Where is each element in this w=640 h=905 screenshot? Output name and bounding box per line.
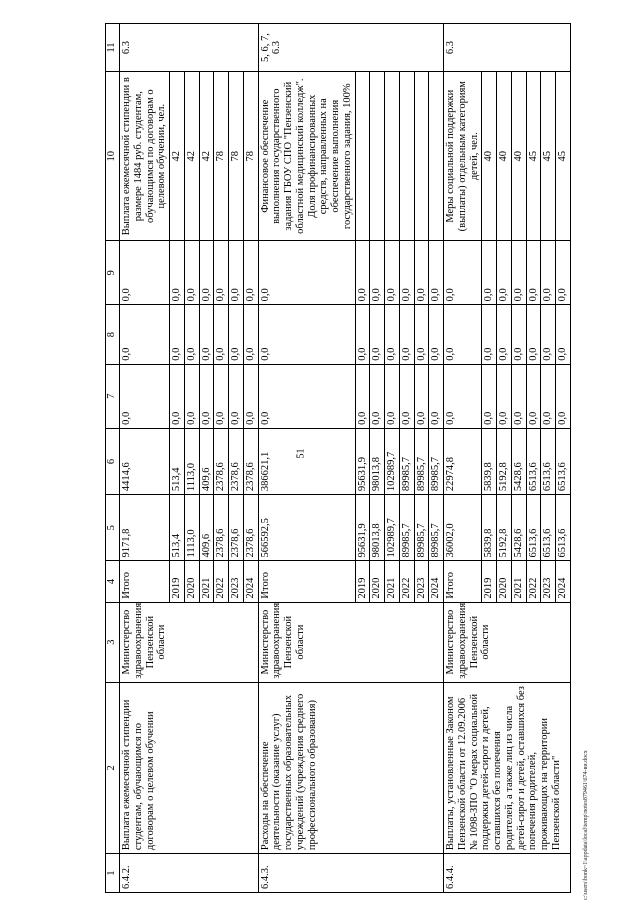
value-c6: 6513,6	[526, 428, 541, 494]
value-c5: 89985,7	[399, 495, 414, 561]
total-c8: 0,0	[120, 305, 170, 364]
indicator-value: 78	[229, 72, 244, 241]
value-c8: 0,0	[511, 305, 526, 364]
rotated-table-container	[105, 23, 635, 893]
year: 2024	[243, 561, 258, 602]
table-row	[258, 24, 355, 893]
col-header: 8	[106, 305, 120, 364]
year: 2023	[229, 561, 244, 602]
year: 2019	[355, 561, 370, 602]
total-c9: 0,0	[258, 241, 355, 305]
value-c5: 2378,6	[243, 495, 258, 561]
value-c6: 95631,9	[355, 428, 370, 494]
col-header: 1	[106, 854, 120, 893]
col-header: 4	[106, 561, 120, 602]
col-header: 3	[106, 602, 120, 682]
year: 2021	[199, 561, 214, 602]
value-c7: 0,0	[511, 364, 526, 428]
col-header: 10	[106, 72, 120, 241]
total-c5: 566592,5	[258, 495, 355, 561]
goal-ref: 5, 6, 7, 6.3	[258, 24, 444, 72]
year: 2020	[184, 561, 199, 602]
value-c5: 513,4	[170, 495, 185, 561]
value-c7: 0,0	[399, 364, 414, 428]
indicator-value: 45	[556, 72, 571, 241]
indicator-value	[399, 72, 414, 241]
indicator-value: 78	[214, 72, 229, 241]
col-header: 6	[106, 428, 120, 494]
value-c8: 0,0	[385, 305, 400, 364]
value-c7: 0,0	[429, 364, 444, 428]
value-c8: 0,0	[243, 305, 258, 364]
value-c6: 5192,8	[497, 428, 512, 494]
value-c6: 6513,6	[541, 428, 556, 494]
total-c5: 36002,0	[444, 495, 482, 561]
value-c9: 0,0	[170, 241, 185, 305]
value-c9: 0,0	[199, 241, 214, 305]
value-c8: 0,0	[482, 305, 497, 364]
year: 2019	[170, 561, 185, 602]
value-c7: 0,0	[355, 364, 370, 428]
value-c7: 0,0	[556, 364, 571, 428]
value-c9: 0,0	[556, 241, 571, 305]
value-c5: 409,6	[199, 495, 214, 561]
value-c6: 89985,7	[414, 428, 429, 494]
indicator-value: 42	[184, 72, 199, 241]
value-c9: 0,0	[399, 241, 414, 305]
total-c6: 386621,1	[258, 428, 355, 494]
value-c5: 89985,7	[414, 495, 429, 561]
table-row	[444, 24, 482, 893]
value-c9: 0,0	[385, 241, 400, 305]
value-c5: 89985,7	[429, 495, 444, 561]
year: 2022	[214, 561, 229, 602]
value-c6: 89985,7	[429, 428, 444, 494]
total-c7: 0,0	[120, 364, 170, 428]
value-c5: 5428,6	[511, 495, 526, 561]
value-c9: 0,0	[229, 241, 244, 305]
value-c8: 0,0	[541, 305, 556, 364]
year: 2024	[556, 561, 571, 602]
year: 2023	[414, 561, 429, 602]
executor: Министерство здравоохранения Пензенской области	[120, 602, 259, 682]
total-c9: 0,0	[444, 241, 482, 305]
value-c7: 0,0	[229, 364, 244, 428]
value-c5: 5839,8	[482, 495, 497, 561]
value-c9: 0,0	[243, 241, 258, 305]
goal-ref: 6.3	[120, 24, 259, 72]
value-c8: 0,0	[229, 305, 244, 364]
indicator-value	[355, 72, 370, 241]
total-c6: 4414,6	[120, 428, 170, 494]
indicator-value	[385, 72, 400, 241]
value-c7: 0,0	[526, 364, 541, 428]
year: 2020	[370, 561, 385, 602]
value-c6: 102989,7	[385, 428, 400, 494]
year: 2019	[482, 561, 497, 602]
total-c8: 0,0	[444, 305, 482, 364]
total-c9: 0,0	[120, 241, 170, 305]
indicator-value	[414, 72, 429, 241]
value-c7: 0,0	[199, 364, 214, 428]
value-c9: 0,0	[482, 241, 497, 305]
activity-name: Выплаты, установленные Законом Пензенской области от 12.09.2006 № 1098-ЗПО "О мерах социальной поддержки детей-сирот и детей, оставшихся без попечения родителей, а также лиц из числа детей-сирот и детей, оставшихся без попечения родителей, проживающих на территории Пензенской области"	[444, 682, 571, 854]
value-c5: 6513,6	[541, 495, 556, 561]
total-c7: 0,0	[444, 364, 482, 428]
year: 2021	[385, 561, 400, 602]
value-c6: 2378,6	[229, 428, 244, 494]
value-c7: 0,0	[243, 364, 258, 428]
value-c8: 0,0	[214, 305, 229, 364]
value-c7: 0,0	[184, 364, 199, 428]
value-c7: 0,0	[170, 364, 185, 428]
value-c5: 6513,6	[526, 495, 541, 561]
value-c8: 0,0	[170, 305, 185, 364]
indicator: Меры социальной поддержки (выплаты) отдельным категориям детей, чел.	[444, 72, 482, 241]
value-c6: 1113,0	[184, 428, 199, 494]
total-c7: 0,0	[258, 364, 355, 428]
year: 2022	[399, 561, 414, 602]
executor: Министерство здравоохранения Пензенской области	[444, 602, 571, 682]
value-c6: 513,4	[170, 428, 185, 494]
value-c5: 95631,9	[355, 495, 370, 561]
activity-name: Расходы на обеспечение деятельности (оказание услуг) государственных образовательных учреждений (учреждения среднего профессионального образования)	[258, 682, 444, 854]
value-c6: 2378,6	[243, 428, 258, 494]
value-c8: 0,0	[184, 305, 199, 364]
year: 2021	[511, 561, 526, 602]
year: 2023	[541, 561, 556, 602]
column-number-row	[106, 24, 120, 893]
col-header: 5	[106, 495, 120, 561]
value-c6: 5839,8	[482, 428, 497, 494]
value-c7: 0,0	[370, 364, 385, 428]
value-c9: 0,0	[414, 241, 429, 305]
file-path-footer: c:\users\bonk~1\appdata\local\temp\notes879461\674-ви.docx	[583, 750, 589, 900]
goal-ref: 6.3	[444, 24, 571, 72]
value-c8: 0,0	[399, 305, 414, 364]
value-c6: 2378,6	[214, 428, 229, 494]
value-c9: 0,0	[355, 241, 370, 305]
value-c9: 0,0	[429, 241, 444, 305]
value-c6: 6513,6	[556, 428, 571, 494]
total-label: Итого	[120, 561, 170, 602]
indicator-value: 45	[541, 72, 556, 241]
page-number: 51	[295, 448, 307, 459]
item-number: 6.4.4.	[444, 854, 571, 893]
total-c6: 22974,8	[444, 428, 482, 494]
value-c9: 0,0	[497, 241, 512, 305]
value-c7: 0,0	[414, 364, 429, 428]
value-c6: 409,6	[199, 428, 214, 494]
value-c9: 0,0	[541, 241, 556, 305]
col-header: 11	[106, 24, 120, 72]
value-c6: 89985,7	[399, 428, 414, 494]
value-c5: 98013,8	[370, 495, 385, 561]
year: 2020	[497, 561, 512, 602]
value-c9: 0,0	[214, 241, 229, 305]
indicator-value: 40	[482, 72, 497, 241]
indicator-value: 42	[199, 72, 214, 241]
value-c6: 98013,8	[370, 428, 385, 494]
indicator-value	[429, 72, 444, 241]
value-c8: 0,0	[199, 305, 214, 364]
value-c7: 0,0	[385, 364, 400, 428]
value-c8: 0,0	[355, 305, 370, 364]
value-c7: 0,0	[482, 364, 497, 428]
value-c8: 0,0	[414, 305, 429, 364]
value-c8: 0,0	[556, 305, 571, 364]
total-label: Итого	[258, 561, 355, 602]
table-row	[120, 24, 170, 893]
item-number: 6.4.3.	[258, 854, 444, 893]
indicator-value: 45	[526, 72, 541, 241]
activity-name: Выплата ежемесячной стипендии студентам, обучающимся по договорам о целевом обучении	[120, 682, 259, 854]
value-c8: 0,0	[370, 305, 385, 364]
value-c9: 0,0	[526, 241, 541, 305]
item-number: 6.4.2.	[120, 854, 259, 893]
value-c7: 0,0	[214, 364, 229, 428]
total-label: Итого	[444, 561, 482, 602]
indicator: Выплата ежемесячной стипендии в размере 1484 руб. студентам, обучающимся по договорам о целевом обучении, чел.	[120, 72, 170, 241]
year: 2022	[526, 561, 541, 602]
indicator-value: 78	[243, 72, 258, 241]
value-c8: 0,0	[526, 305, 541, 364]
indicator-value: 42	[170, 72, 185, 241]
value-c8: 0,0	[497, 305, 512, 364]
value-c5: 2378,6	[214, 495, 229, 561]
indicator-value: 40	[497, 72, 512, 241]
value-c7: 0,0	[497, 364, 512, 428]
value-c6: 5428,6	[511, 428, 526, 494]
program-activities-table	[105, 23, 571, 893]
value-c9: 0,0	[184, 241, 199, 305]
col-header: 2	[106, 682, 120, 854]
col-header: 7	[106, 364, 120, 428]
value-c5: 102989,7	[385, 495, 400, 561]
total-c5: 9171,8	[120, 495, 170, 561]
indicator-value: 40	[511, 72, 526, 241]
value-c7: 0,0	[541, 364, 556, 428]
indicator: Финансовое обеспечение выполнения государственного задания ГБОУ СПО "Пензенский областной медицинский колледж". Доля профинансированных средств, направленных на обеспечение выполнения государственного задания, 100%	[258, 72, 355, 241]
col-header: 9	[106, 241, 120, 305]
value-c5: 2378,6	[229, 495, 244, 561]
value-c5: 1113,0	[184, 495, 199, 561]
value-c9: 0,0	[370, 241, 385, 305]
value-c5: 5192,8	[497, 495, 512, 561]
value-c9: 0,0	[511, 241, 526, 305]
table-body	[120, 24, 571, 893]
value-c5: 6513,6	[556, 495, 571, 561]
executor: Министерство здравоохранения Пензенской области	[258, 602, 444, 682]
indicator-value	[370, 72, 385, 241]
year: 2024	[429, 561, 444, 602]
total-c8: 0,0	[258, 305, 355, 364]
value-c8: 0,0	[429, 305, 444, 364]
